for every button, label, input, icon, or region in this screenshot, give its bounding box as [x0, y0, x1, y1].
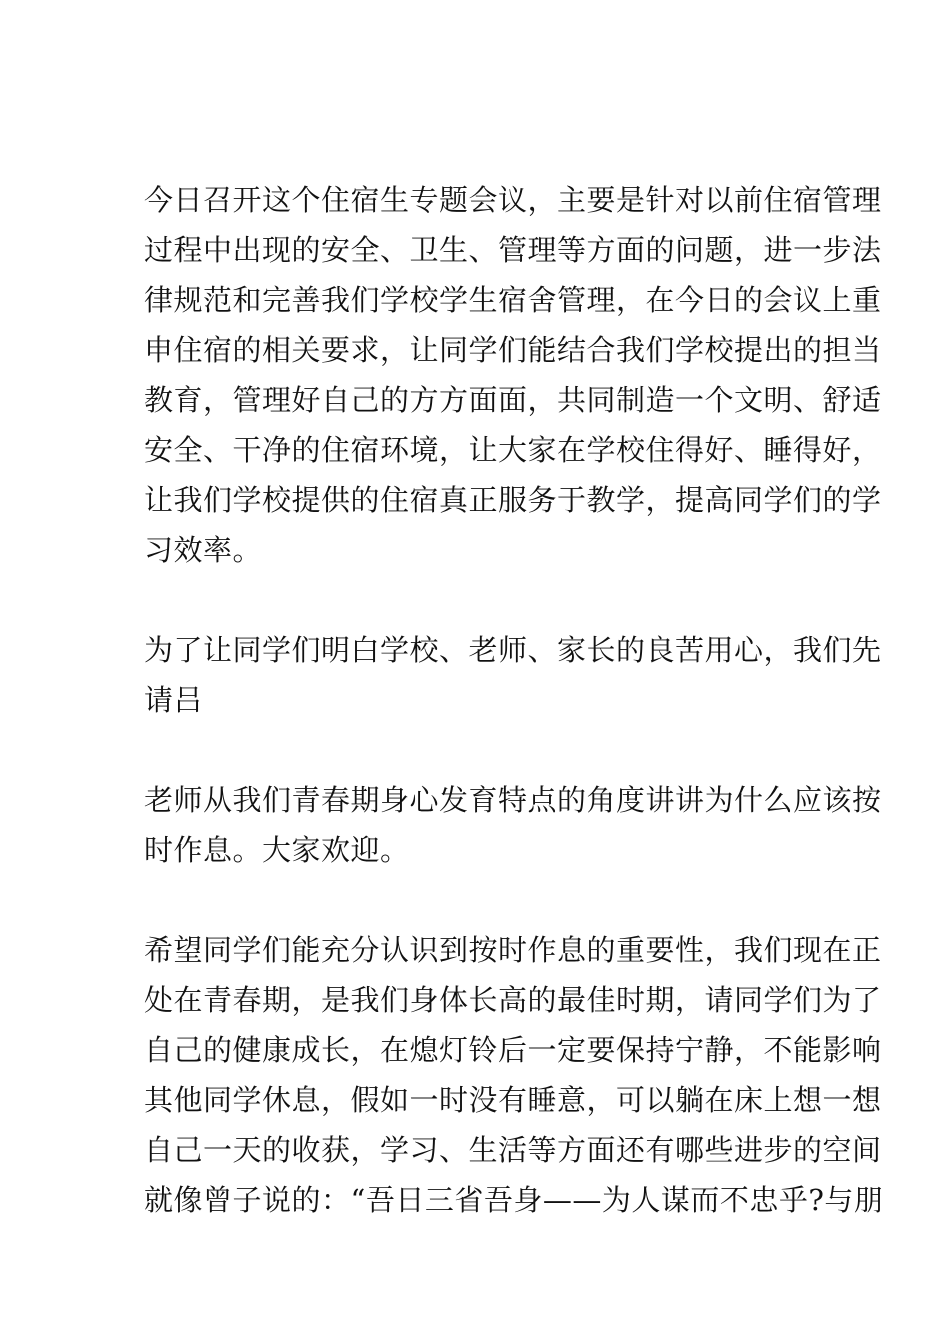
paragraph-2 — [144, 625, 882, 725]
paragraph-line: 时作息。大家欢迎。 — [144, 833, 410, 867]
paragraph-3 — [144, 775, 882, 875]
paragraph-1 — [144, 175, 882, 575]
paragraph-line: 过程中出现的安全、卫生、管理等方面的问题，进一步法 — [144, 233, 882, 267]
paragraph-spacer — [144, 725, 814, 775]
paragraph-line: 就像曾子说的：“吾日三省吾身——为人谋而不忠乎?与朋 — [144, 1183, 884, 1217]
paragraph-line: 老师从我们青春期身心发育特点的角度讲讲为什么应该按 — [144, 783, 882, 817]
paragraph-line: 教育，管理好自己的方方面面，共同制造一个文明、舒适 — [144, 383, 882, 417]
paragraph-line: 自己的健康成长，在熄灯铃后一定要保持宁静，不能影响 — [144, 1033, 882, 1067]
paragraph-line: 希望同学们能充分认识到按时作息的重要性，我们现在正 — [144, 933, 882, 967]
paragraph-line: 其他同学休息，假如一时没有睡意，可以躺在床上想一想 — [144, 1083, 882, 1117]
paragraph-line: 处在青春期，是我们身体长高的最佳时期，请同学们为了 — [144, 983, 882, 1017]
paragraph-line: 律规范和完善我们学校学生宿舍管理，在今日的会议上重 — [144, 283, 882, 317]
paragraph-line: 申住宿的相关要求，让同学们能结合我们学校提出的担当 — [144, 333, 882, 367]
paragraph-line: 习效率。 — [144, 533, 263, 567]
paragraph-line: 为了让同学们明白学校、老师、家长的良苦用心，我们先 — [144, 633, 882, 667]
paragraph-line: 请吕 — [144, 683, 204, 717]
paragraph-line: 安全、干净的住宿环境，让大家在学校住得好、睡得好， — [144, 433, 882, 467]
document-body — [144, 175, 884, 1225]
paragraph-line: 自己一天的收获，学习、生活等方面还有哪些进步的空间 — [144, 1133, 882, 1167]
paragraph-line: 今日召开这个住宿生专题会议，主要是针对以前住宿管理 — [144, 183, 882, 217]
paragraph-spacer — [144, 875, 814, 925]
paragraph-4 — [144, 925, 884, 1225]
paragraph-line: 让我们学校提供的住宿真正服务于教学，提高同学们的学 — [144, 483, 882, 517]
paragraph-spacer — [144, 575, 814, 625]
